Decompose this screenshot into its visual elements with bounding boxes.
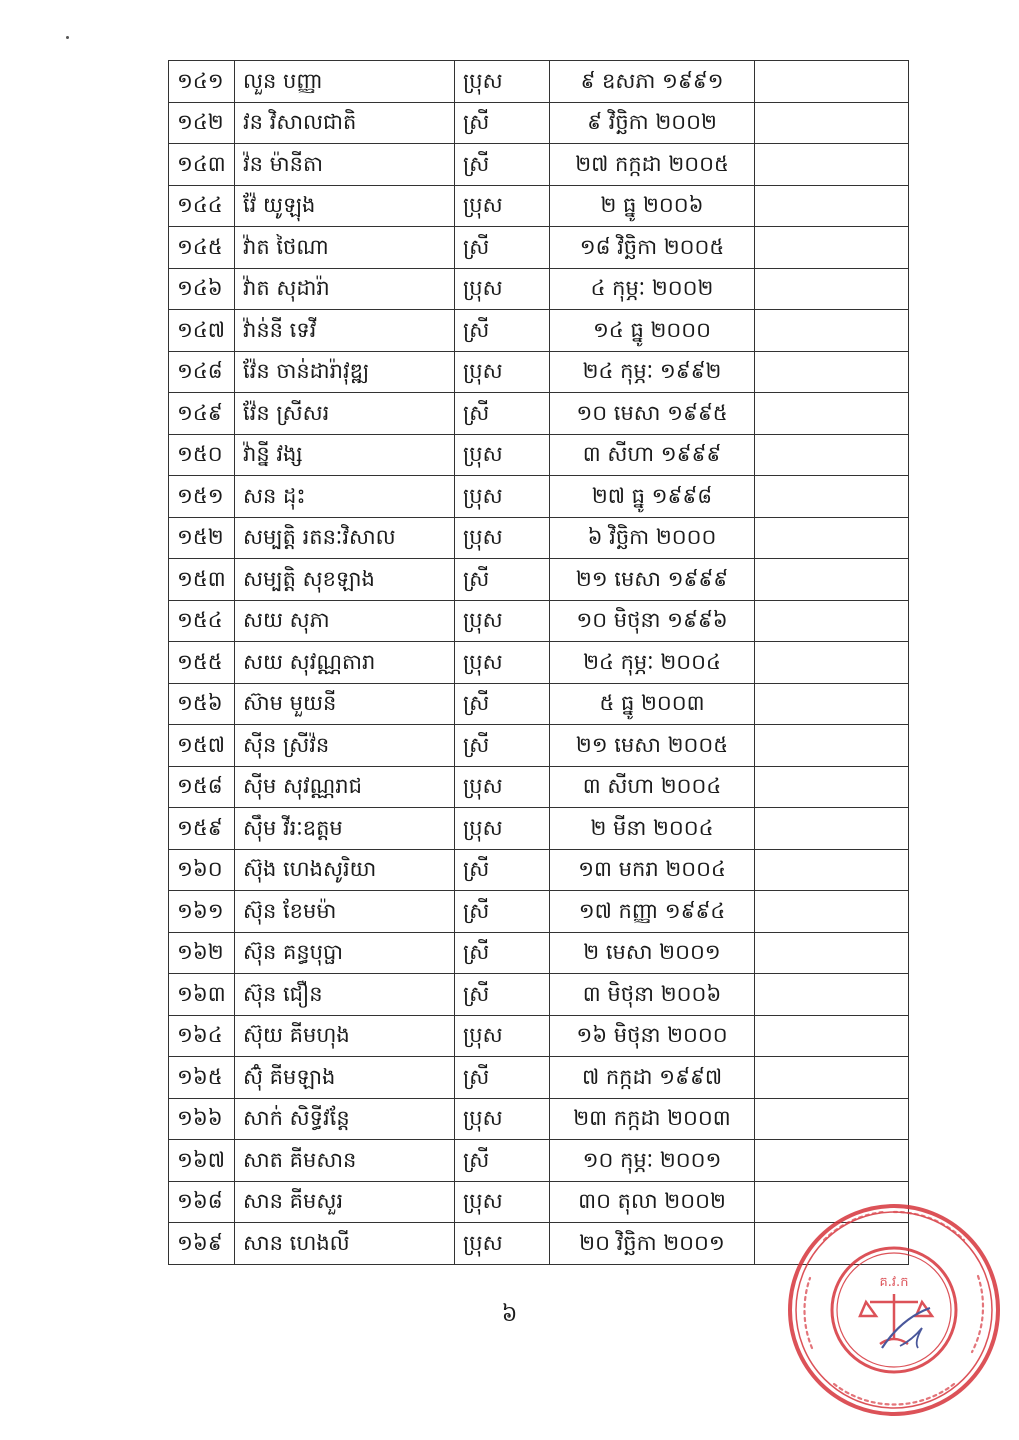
row-number-cell: ១៥៩ <box>169 808 235 850</box>
page-number: ៦ <box>501 1302 518 1327</box>
row-number-cell: ១៥៥ <box>169 642 235 684</box>
name-cell: ស៊ុំ គីមឡាង <box>235 1057 455 1099</box>
roster-table <box>168 60 909 1265</box>
note-cell <box>755 1015 909 1057</box>
table-row <box>169 642 909 684</box>
sex-cell: ស្រី <box>455 849 550 891</box>
birth-date-cell: ៩ ឧសភា ១៩៩១ <box>550 61 755 103</box>
table-row <box>169 600 909 642</box>
name-cell: សន ដុះ <box>235 476 455 518</box>
sex-cell: ស្រី <box>455 932 550 974</box>
note-cell <box>755 891 909 933</box>
sex-cell: ប្រុស <box>455 1015 550 1057</box>
birth-date-cell: ២១ មេសា ១៩៩៩ <box>550 559 755 601</box>
table-row <box>169 974 909 1016</box>
row-number-cell: ១៦៣ <box>169 974 235 1016</box>
table-row <box>169 891 909 933</box>
birth-date-cell: ១៦ មិថុនា ២០០០ <box>550 1015 755 1057</box>
name-cell: វ៉ាត ថៃណា <box>235 227 455 269</box>
table-row <box>169 227 909 269</box>
birth-date-cell: ៣០ តុលា ២០០២ <box>550 1181 755 1223</box>
birth-date-cell: ២ ធ្នូ ២០០៦ <box>550 185 755 227</box>
name-cell: ស៊ឹម វីរៈឧត្តម <box>235 808 455 850</box>
table-row <box>169 766 909 808</box>
row-number-cell: ១៤១ <box>169 61 235 103</box>
note-cell <box>755 227 909 269</box>
birth-date-cell: ១៣ មករា ២០០៤ <box>550 849 755 891</box>
sex-cell: ស្រី <box>455 891 550 933</box>
official-seal-stamp <box>782 1198 1007 1423</box>
table-row <box>169 351 909 393</box>
row-number-cell: ១៦១ <box>169 891 235 933</box>
row-number-cell: ១៤២ <box>169 102 235 144</box>
sex-cell: ស្រី <box>455 393 550 435</box>
birth-date-cell: ៣ សីហា ១៩៩៩ <box>550 434 755 476</box>
sex-cell: ស្រី <box>455 1057 550 1099</box>
name-cell: វ៉ាន់នី ទេវី <box>235 310 455 352</box>
note-cell <box>755 476 909 518</box>
birth-date-cell: ២៤ កុម្ភៈ ២០០៤ <box>550 642 755 684</box>
table-row <box>169 434 909 476</box>
note-cell <box>755 600 909 642</box>
row-number-cell: ១៥២ <box>169 517 235 559</box>
note-cell <box>755 268 909 310</box>
seal-center-text: គ.វ.ក <box>879 1275 909 1290</box>
birth-date-cell: ៦ វិច្ឆិកា ២០០០ <box>550 517 755 559</box>
sex-cell: ស្រី <box>455 102 550 144</box>
row-number-cell: ១៥៣ <box>169 559 235 601</box>
table-row <box>169 808 909 850</box>
sex-cell: ស្រី <box>455 725 550 767</box>
birth-date-cell: ២ មីនា ២០០៤ <box>550 808 755 850</box>
row-number-cell: ១៥១ <box>169 476 235 518</box>
note-cell <box>755 642 909 684</box>
birth-date-cell: ២០ វិច្ឆិកា ២០០១ <box>550 1223 755 1265</box>
row-number-cell: ១៥៨ <box>169 766 235 808</box>
note-cell <box>755 932 909 974</box>
birth-date-cell: ៩ វិច្ឆិកា ២០០២ <box>550 102 755 144</box>
row-number-cell: ១៤៩ <box>169 393 235 435</box>
birth-date-cell: ១០ មិថុនា ១៩៩៦ <box>550 600 755 642</box>
name-cell: ស៊ាម មួយនី <box>235 683 455 725</box>
name-cell: វ៉ែន ចាន់ដារ៉ាវុឌ្ឍ <box>235 351 455 393</box>
note-cell <box>755 310 909 352</box>
sex-cell: ប្រុស <box>455 61 550 103</box>
row-number-cell: ១៤៣ <box>169 144 235 186</box>
table-row <box>169 185 909 227</box>
sex-cell: ប្រុស <box>455 268 550 310</box>
note-cell <box>755 185 909 227</box>
birth-date-cell: ១០ កុម្ភៈ ២០០១ <box>550 1140 755 1182</box>
row-number-cell: ១៦៤ <box>169 1015 235 1057</box>
sex-cell: ប្រុស <box>455 1098 550 1140</box>
birth-date-cell: ៧ កក្កដា ១៩៩៧ <box>550 1057 755 1099</box>
name-cell: វ៉ែ យូឡុង <box>235 185 455 227</box>
table-row <box>169 932 909 974</box>
sex-cell: ប្រុស <box>455 1181 550 1223</box>
note-cell <box>755 808 909 850</box>
note-cell <box>755 434 909 476</box>
birth-date-cell: ២៧ ធ្នូ ១៩៩៨ <box>550 476 755 518</box>
table-row <box>169 393 909 435</box>
sex-cell: ស្រី <box>455 310 550 352</box>
name-cell: ស៊ុន គន្ធបុប្ផា <box>235 932 455 974</box>
name-cell: សយ សុវណ្ណតារា <box>235 642 455 684</box>
row-number-cell: ១៥៦ <box>169 683 235 725</box>
table-row <box>169 683 909 725</box>
birth-date-cell: ២៧ កក្កដា ២០០៥ <box>550 144 755 186</box>
row-number-cell: ១៦៦ <box>169 1098 235 1140</box>
table-row <box>169 517 909 559</box>
birth-date-cell: ១៨ វិច្ឆិកា ២០០៥ <box>550 227 755 269</box>
sex-cell: ប្រុស <box>455 517 550 559</box>
sex-cell: ស្រី <box>455 683 550 725</box>
row-number-cell: ១៦៨ <box>169 1181 235 1223</box>
birth-date-cell: ២៣ កក្កដា ២០០៣ <box>550 1098 755 1140</box>
note-cell <box>755 102 909 144</box>
note-cell <box>755 725 909 767</box>
table-row <box>169 725 909 767</box>
row-number-cell: ១៦៩ <box>169 1223 235 1265</box>
name-cell: សម្បត្តិ សុខឡាង <box>235 559 455 601</box>
name-cell: ស៊ីន ស្រីវ៉ន <box>235 725 455 767</box>
birth-date-cell: ២ មេសា ២០០១ <box>550 932 755 974</box>
sex-cell: ប្រុស <box>455 1223 550 1265</box>
scan-speck <box>66 36 69 39</box>
name-cell: ស៊ុន ខែមម៉ា <box>235 891 455 933</box>
table-row <box>169 1140 909 1182</box>
name-cell: វ៉ាន្នី វង្ស <box>235 434 455 476</box>
row-number-cell: ១៥៤ <box>169 600 235 642</box>
sex-cell: ប្រុស <box>455 808 550 850</box>
sex-cell: ប្រុស <box>455 600 550 642</box>
sex-cell: ប្រុស <box>455 434 550 476</box>
row-number-cell: ១៥០ <box>169 434 235 476</box>
name-cell: ស៊ុន ជឿន <box>235 974 455 1016</box>
sex-cell: ស្រី <box>455 227 550 269</box>
note-cell <box>755 849 909 891</box>
note-cell <box>755 1140 909 1182</box>
row-number-cell: ១៤៥ <box>169 227 235 269</box>
sex-cell: ប្រុស <box>455 476 550 518</box>
name-cell: សម្បត្តិ រតនៈវិសាល <box>235 517 455 559</box>
note-cell <box>755 393 909 435</box>
note-cell <box>755 559 909 601</box>
birth-date-cell: ១៤ ធ្នូ ២០០០ <box>550 310 755 352</box>
birth-date-cell: ២៤ កុម្ភៈ ១៩៩២ <box>550 351 755 393</box>
sex-cell: ស្រី <box>455 974 550 1016</box>
table-row <box>169 102 909 144</box>
table-row <box>169 1098 909 1140</box>
name-cell: វ៉ែន ស្រីសរ <box>235 393 455 435</box>
name-cell: សាត គីមសាន <box>235 1140 455 1182</box>
name-cell: ស៊ីម សុវណ្ណរាជ <box>235 766 455 808</box>
table-row <box>169 559 909 601</box>
sex-cell: ស្រី <box>455 1140 550 1182</box>
note-cell <box>755 144 909 186</box>
birth-date-cell: ១០ មេសា ១៩៩៥ <box>550 393 755 435</box>
name-cell: វន វិសាលជាតិ <box>235 102 455 144</box>
birth-date-cell: ៤ កុម្ភៈ ២០០២ <box>550 268 755 310</box>
sex-cell: ប្រុស <box>455 185 550 227</box>
note-cell <box>755 766 909 808</box>
note-cell <box>755 517 909 559</box>
sex-cell: ប្រុស <box>455 766 550 808</box>
row-number-cell: ១៥៧ <box>169 725 235 767</box>
roster-table-body <box>169 61 909 1265</box>
sex-cell: ស្រី <box>455 559 550 601</box>
row-number-cell: ១៤៤ <box>169 185 235 227</box>
table-row <box>169 1057 909 1099</box>
sex-cell: ប្រុស <box>455 642 550 684</box>
scales-of-justice-icon <box>860 1294 932 1344</box>
name-cell: សាន គីមសួរ <box>235 1181 455 1223</box>
note-cell <box>755 683 909 725</box>
table-row <box>169 310 909 352</box>
table-row <box>169 849 909 891</box>
birth-date-cell: ៣ សីហា ២០០៤ <box>550 766 755 808</box>
birth-date-cell: ៣ មិថុនា ២០០៦ <box>550 974 755 1016</box>
name-cell: សាក់ សិទ្ធីវន្តែ <box>235 1098 455 1140</box>
birth-date-cell: ៥ ធ្នូ ២០០៣ <box>550 683 755 725</box>
row-number-cell: ១៦២ <box>169 932 235 974</box>
table-row <box>169 476 909 518</box>
table-row <box>169 61 909 103</box>
sex-cell: ស្រី <box>455 144 550 186</box>
name-cell: សាន ហេងលី <box>235 1223 455 1265</box>
name-cell: វ៉ន ម៉ានីតា <box>235 144 455 186</box>
birth-date-cell: ១៧ កញ្ញា ១៩៩៤ <box>550 891 755 933</box>
table-row <box>169 144 909 186</box>
name-cell: ស៊ុង ហេងសូរិយា <box>235 849 455 891</box>
table-row <box>169 268 909 310</box>
table-row <box>169 1015 909 1057</box>
row-number-cell: ១៦០ <box>169 849 235 891</box>
row-number-cell: ១៤៦ <box>169 268 235 310</box>
row-number-cell: ១៦៧ <box>169 1140 235 1182</box>
note-cell <box>755 974 909 1016</box>
row-number-cell: ១៤៨ <box>169 351 235 393</box>
row-number-cell: ១៤៧ <box>169 310 235 352</box>
note-cell <box>755 1098 909 1140</box>
note-cell <box>755 1057 909 1099</box>
name-cell: លួន បញ្ញា <box>235 61 455 103</box>
row-number-cell: ១៦៥ <box>169 1057 235 1099</box>
note-cell <box>755 351 909 393</box>
name-cell: វ៉ាត សុដារ៉ា <box>235 268 455 310</box>
name-cell: សយ សុភា <box>235 600 455 642</box>
name-cell: ស៊ុយ គីមហុង <box>235 1015 455 1057</box>
sex-cell: ប្រុស <box>455 351 550 393</box>
birth-date-cell: ២១ មេសា ២០០៥ <box>550 725 755 767</box>
note-cell <box>755 61 909 103</box>
